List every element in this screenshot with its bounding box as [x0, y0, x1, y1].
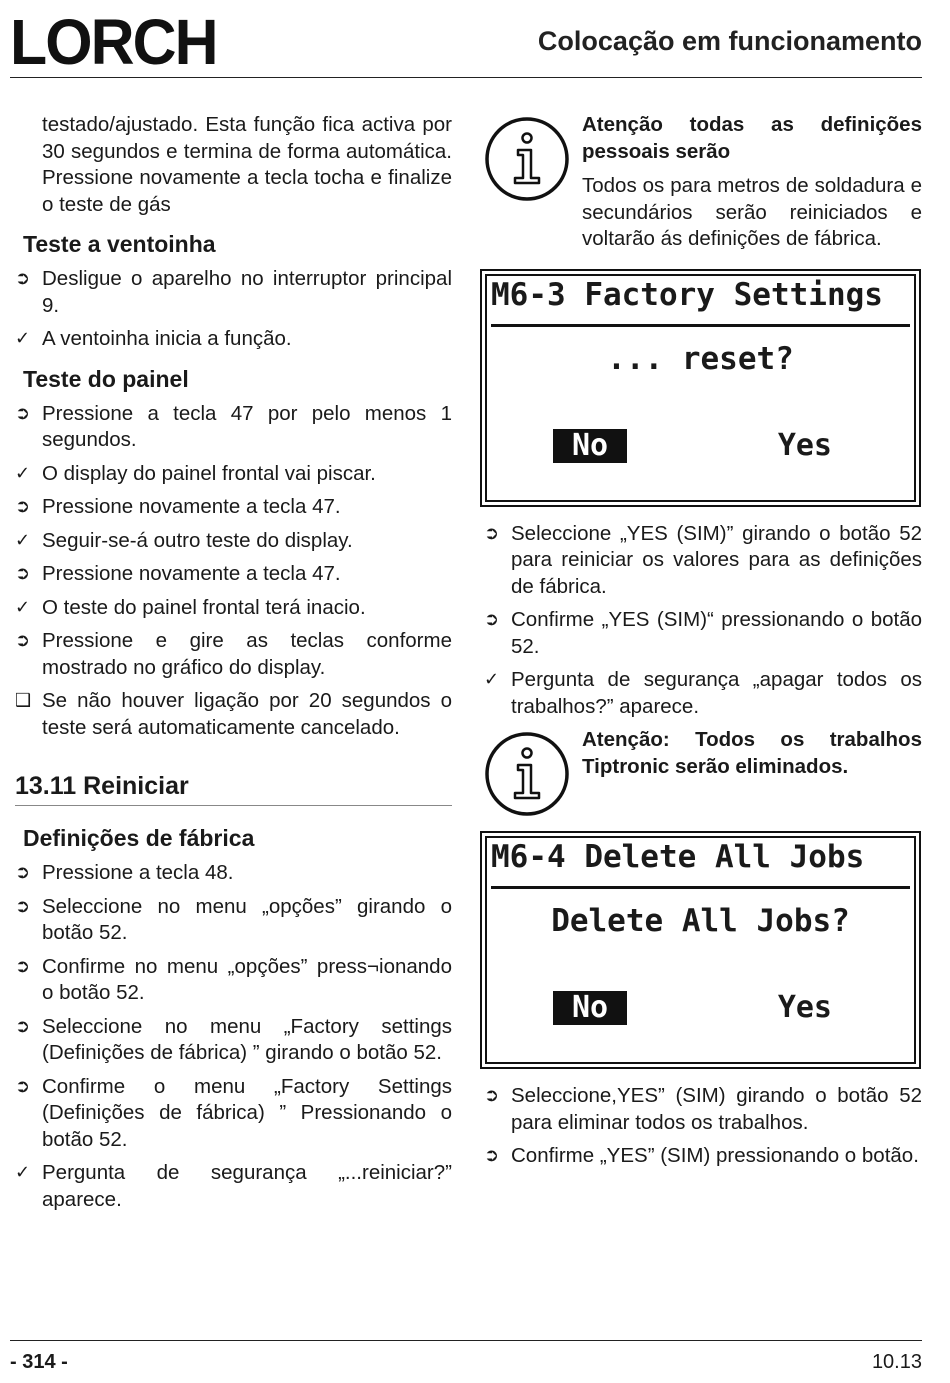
- document-version: 10.13: [871, 1351, 922, 1373]
- list-item: ✓ O teste do painel frontal terá inacio.: [15, 595, 452, 622]
- panel-test-list: [15, 401, 452, 742]
- check-icon: ✓: [484, 669, 500, 690]
- check-icon: ✓: [15, 462, 31, 484]
- list-item: ➲ Confirme „YES (SIM)“ pressionando o botão 52.: [484, 608, 922, 658]
- intro-paragraph: testado/ajustado. Esta função fica activa por 30 segundos e termina de forma automática. Pressione novamente a tecla tocha e finalize o teste de gás: [42, 113, 452, 216]
- right-column: [484, 112, 922, 1177]
- section-heading: 13.11 Reiniciar: [15, 771, 452, 806]
- step-icon: ➲: [484, 1085, 500, 1106]
- step-icon: ➲: [15, 563, 31, 584]
- list-item: ➲ Pressione novamente a tecla 47.: [15, 494, 452, 521]
- lorch-logo: LORCH: [10, 6, 217, 78]
- step-icon: ➲: [15, 1075, 31, 1097]
- check-icon: ✓: [15, 529, 31, 551]
- step-icon: ➲: [484, 522, 500, 544]
- step-icon: ➲: [15, 955, 31, 977]
- factory-settings-heading: Definições de fábrica: [23, 825, 255, 851]
- note-box: [484, 112, 922, 253]
- step-icon: ➲: [15, 895, 31, 917]
- check-icon: ✓: [15, 328, 31, 349]
- list-item: ➲ Seleccione „YES (SIM)” girando o botão 52 para reiniciar os valores para as definições de fábrica.: [484, 521, 922, 598]
- list-item: ➲ Pressione a tecla 48.: [15, 860, 452, 887]
- check-icon: ✓: [15, 596, 31, 618]
- list-item: ➲ Pressione a tecla 47 por pelo menos 1 segundos.: [15, 401, 452, 451]
- lcd-option-no: No: [553, 991, 627, 1025]
- step-icon: ➲: [484, 609, 500, 630]
- lcd-prompt: Delete All Jobs?: [551, 903, 850, 939]
- note-text: Todos os para metros de soldadura e secundários serão reiniciados e voltarão ás definições de fábrica.: [582, 174, 922, 250]
- lcd-option-yes: Yes: [777, 427, 832, 463]
- list-item: ➲ Seleccione no menu „Factory settings (Definições de fábrica) ” girando o botão 52.: [15, 1014, 452, 1064]
- page-number: - 314 -: [10, 1351, 68, 1373]
- list-item: ✓ Seguir-se-á outro teste do display.: [15, 528, 452, 555]
- lcd-divider: [491, 886, 910, 889]
- checkbox-icon: ❑: [15, 690, 32, 711]
- step-icon: ➲: [484, 1145, 500, 1166]
- page-header: [10, 8, 922, 78]
- step-icon: ➲: [15, 1015, 31, 1037]
- list-item: ➲ Pressione novamente a tecla 47.: [15, 561, 452, 588]
- lcd-option-yes: Yes: [777, 990, 832, 1025]
- lcd-prompt: ... reset?: [607, 340, 794, 377]
- list-item: ✓ A ventoinha inicia a função.: [15, 326, 452, 353]
- chapter-title: Colocação em funcionamento: [537, 26, 922, 56]
- info-icon: [484, 116, 570, 202]
- panel-test-heading: Teste do painel: [23, 365, 189, 392]
- left-column: [15, 112, 452, 1220]
- list-item: ✓ Pergunta de segurança „apagar todos os trabalhos?” aparece.: [484, 668, 922, 718]
- page-footer: [10, 1340, 922, 1376]
- lcd-option-no: No: [553, 429, 627, 463]
- lcd-title: M6-4 Delete All Jobs: [491, 839, 865, 875]
- lcd-display-factory-settings: [480, 269, 921, 507]
- step-icon: ➲: [15, 862, 31, 883]
- fan-test-list: [15, 266, 452, 353]
- note-box: [484, 727, 922, 817]
- list-item: ✓ Pergunta de segurança „...reiniciar?” aparece.: [15, 1161, 452, 1211]
- note-heading: Atenção: Todos os trabalhos Tiptronic serão eliminados.: [582, 728, 922, 778]
- list-item: ➲ Pressione e gire as teclas conforme mostrado no gráfico do display.: [15, 629, 452, 679]
- list-item: ➲ Seleccione,YES” (SIM) girando o botão 52 para eliminar todos os trabalhos.: [484, 1084, 922, 1134]
- list-item: ✓ O display do painel frontal vai piscar.: [15, 461, 452, 488]
- check-icon: ✓: [15, 1162, 31, 1183]
- info-icon: [484, 731, 570, 817]
- list-item: ➲ Confirme no menu „opções” press¬ionando o botão 52.: [15, 954, 452, 1004]
- step-icon: ➲: [15, 630, 31, 651]
- list-item: ➲ Seleccione no menu „opções” girando o botão 52.: [15, 894, 452, 944]
- list-item: ➲ Confirme „YES” (SIM) pressionando o botão.: [484, 1143, 922, 1170]
- lcd-divider: [491, 324, 910, 327]
- delete-jobs-list: [484, 1083, 922, 1170]
- confirm-reset-list: [484, 521, 922, 721]
- step-icon: ➲: [15, 268, 31, 289]
- list-item: ❑ Se não houver ligação por 20 segundos o teste será automaticamente cancelado.: [15, 689, 452, 739]
- lcd-title: M6-3 Factory Settings: [491, 276, 883, 313]
- list-item: ➲ Desligue o aparelho no interruptor principal 9.: [15, 267, 452, 317]
- step-icon: ➲: [15, 402, 31, 424]
- step-icon: ➲: [15, 496, 31, 517]
- note-heading: Atenção todas as definições pessoais serão: [582, 113, 922, 163]
- fan-test-heading: Teste a ventoinha: [23, 231, 216, 257]
- lcd-display-delete-jobs: [480, 831, 921, 1069]
- factory-settings-list: [15, 860, 452, 1213]
- list-item: ➲ Confirme o menu „Factory Settings (Definições de fábrica) ” Pressionando o botão 52.: [15, 1074, 452, 1151]
